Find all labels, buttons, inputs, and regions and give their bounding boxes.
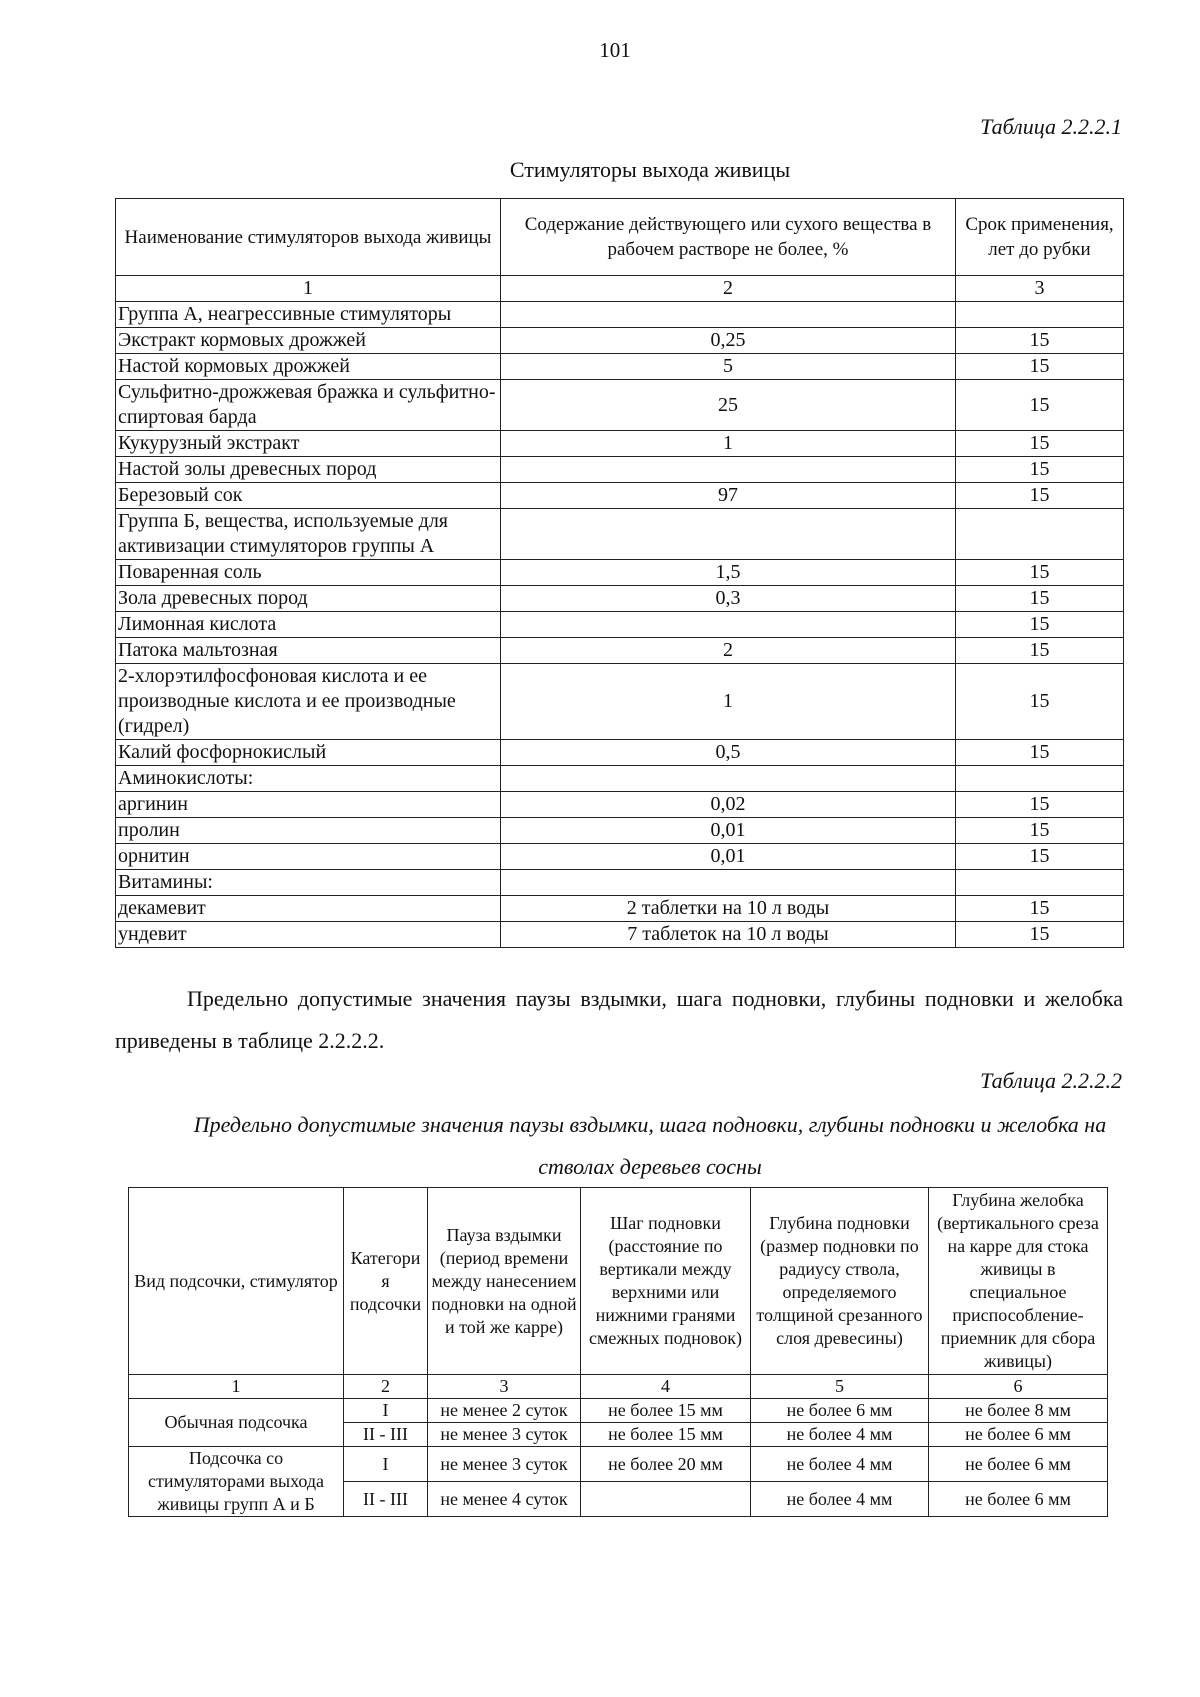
content-cell [501,612,956,638]
stimulator-name-cell: Лимонная кислота [116,612,501,638]
stimulator-name-cell: декамевит [116,896,501,922]
table-row [116,302,1124,328]
table-row [116,766,1124,792]
table2-header-type: Вид подсочки, стимулятор [129,1188,344,1375]
table-row [116,818,1124,844]
table-row [116,896,1124,922]
table-row [116,638,1124,664]
term-cell: 15 [956,380,1124,431]
content-cell: 25 [501,380,956,431]
term-cell: 15 [956,612,1124,638]
step-cell: не более 15 мм [581,1399,751,1423]
stimulators-table [115,198,1124,948]
groove-cell: не более 6 мм [929,1423,1108,1447]
table1-column-numbers [116,276,1124,302]
table-row [116,870,1124,896]
table-row [116,586,1124,612]
table-row [129,1399,1108,1423]
term-cell: 15 [956,818,1124,844]
body-paragraph [115,978,1123,1062]
groove-cell: не более 6 мм [929,1447,1108,1482]
content-cell: 1,5 [501,560,956,586]
term-cell: 15 [956,586,1124,612]
table2-colnum: 1 [129,1375,344,1399]
content-cell: 2 таблетки на 10 л воды [501,896,956,922]
table-row [116,792,1124,818]
table-row [116,431,1124,457]
category-cell: I [344,1399,428,1423]
term-cell: 15 [956,740,1124,766]
table-row [116,509,1124,560]
stimulator-name-cell: Группа Б, вещества, используемые для активизации стимуляторов группы А [116,509,501,560]
content-cell [501,457,956,483]
table-row [116,483,1124,509]
pause-cell: не менее 3 суток [428,1423,581,1447]
stimulator-name-cell: Экстракт кормовых дрожжей [116,328,501,354]
depth-cell: не более 4 мм [751,1423,929,1447]
stimulator-name-cell: пролин [116,818,501,844]
table-row [116,380,1124,431]
stimulator-name-cell: Аминокислоты: [116,766,501,792]
table1-header-term: Срок применения, лет до рубки [956,199,1124,276]
term-cell: 15 [956,560,1124,586]
term-cell: 15 [956,792,1124,818]
stimulator-name-cell: Патока мальтозная [116,638,501,664]
paragraph-text: Предельно допустимые значения паузы вздымки, шага подновки, глубины подновки и желобка приведены в таблице 2.2.2.2. [115,986,1123,1053]
stimulator-name-cell: аргинин [116,792,501,818]
table1-colnum: 3 [956,276,1124,302]
table2-colnum: 2 [344,1375,428,1399]
stimulator-name-cell: Калий фосфорнокислый [116,740,501,766]
term-cell: 15 [956,354,1124,380]
table-row [116,612,1124,638]
table1-header-content: Содержание действующего или сухого вещества в рабочем растворе не более, % [501,199,956,276]
stimulator-name-cell: Группа А, неагрессивные стимуляторы [116,302,501,328]
content-cell: 7 таблеток на 10 л воды [501,922,956,948]
stimulator-name-cell: Сульфитно-дрожжевая бражка и сульфитно-спиртовая барда [116,380,501,431]
table1-title: Стимуляторы выхода живицы [509,157,791,182]
table-row [129,1447,1108,1482]
term-cell: 15 [956,922,1124,948]
stimulator-name-cell: орнитин [116,844,501,870]
stimulator-name-cell: Настой кормовых дрожжей [116,354,501,380]
term-cell: 15 [956,638,1124,664]
tapping-type-cell: Обычная подсочка [129,1399,344,1447]
term-cell: 15 [956,457,1124,483]
stimulator-name-cell: 2-хлорэтилфосфоновая кислота и ее производные кислота и ее производные (гидрел) [116,664,501,740]
table-row [116,457,1124,483]
stimulator-name-cell: Зола древесных пород [116,586,501,612]
content-cell: 0,01 [501,818,956,844]
category-cell: II - III [344,1482,428,1517]
tapping-type-cell: Подсочка со стимуляторами выхода живицы групп А и Б [129,1447,344,1517]
stimulator-name-cell: Кукурузный экстракт [116,431,501,457]
table2-colnum: 6 [929,1375,1108,1399]
step-cell: не более 20 мм [581,1447,751,1482]
term-cell [956,509,1124,560]
pause-cell: не менее 2 суток [428,1399,581,1423]
content-cell: 0,25 [501,328,956,354]
term-cell: 15 [956,483,1124,509]
table1-colnum: 1 [116,276,501,302]
depth-cell: не более 4 мм [751,1447,929,1482]
stimulator-name-cell: Витамины: [116,870,501,896]
table-row [116,328,1124,354]
table-row [116,740,1124,766]
depth-cell: не более 6 мм [751,1399,929,1423]
table2-header-pause: Пауза вздымки (период времени между нанесением подновки на одной и той же карре) [428,1188,581,1375]
content-cell: 0,02 [501,792,956,818]
content-cell: 0,3 [501,586,956,612]
table-row [116,560,1124,586]
pause-cell: не менее 3 суток [428,1447,581,1482]
table1-header-row [116,199,1124,276]
content-cell: 1 [501,431,956,457]
groove-cell: не более 6 мм [929,1482,1108,1517]
term-cell [956,302,1124,328]
depth-cell: не более 4 мм [751,1482,929,1517]
groove-cell: не более 8 мм [929,1399,1108,1423]
category-cell: II - III [344,1423,428,1447]
table2-header-category: Категори я подсочки [344,1188,428,1375]
stimulator-name-cell: Поваренная соль [116,560,501,586]
tapping-limits-table [128,1187,1108,1517]
term-cell: 15 [956,328,1124,354]
stimulator-name-cell: Березовый сок [116,483,501,509]
table2-header-groove: Глубина желобка (вертикального среза на карре для стока живицы в специальное приспособление-приемник для сбора живицы) [929,1188,1108,1375]
table2-label: Таблица 2.2.2.2 [980,1068,1122,1093]
content-cell [501,766,956,792]
table1-header-name: Наименование стимуляторов выхода живицы [116,199,501,276]
table1-colnum: 2 [501,276,956,302]
content-cell: 5 [501,354,956,380]
table2-colnum: 3 [428,1375,581,1399]
content-cell: 0,5 [501,740,956,766]
content-cell: 2 [501,638,956,664]
pause-cell: не менее 4 суток [428,1482,581,1517]
content-cell: 1 [501,664,956,740]
category-cell: I [344,1447,428,1482]
table2-colnum: 5 [751,1375,929,1399]
stimulator-name-cell: Настой золы древесных пород [116,457,501,483]
table1-body [116,302,1124,948]
content-cell: 97 [501,483,956,509]
table-row [116,844,1124,870]
table2-colnum: 4 [581,1375,751,1399]
content-cell [501,870,956,896]
table-row [116,354,1124,380]
term-cell: 15 [956,431,1124,457]
page-number: 101 [599,38,631,62]
content-cell: 0,01 [501,844,956,870]
table1-label: Таблица 2.2.2.1 [980,114,1122,139]
table2-column-numbers [129,1375,1108,1399]
table-row [116,922,1124,948]
table2-header-row [129,1188,1108,1375]
term-cell: 15 [956,896,1124,922]
term-cell [956,766,1124,792]
table2-title: Предельно допустимые значения паузы вздымки, шага подновки, глубины подновки и желобка на стволах деревьев сосны [193,1112,1107,1179]
term-cell [956,870,1124,896]
content-cell [501,509,956,560]
term-cell: 15 [956,664,1124,740]
content-cell [501,302,956,328]
table2-header-depth: Глубина подновки (размер подновки по радиусу ствола, определяемого толщиной срезанного слоя древесины) [751,1188,929,1375]
step-cell [581,1482,751,1517]
term-cell: 15 [956,844,1124,870]
stimulator-name-cell: ундевит [116,922,501,948]
table-row [116,664,1124,740]
table2-body [129,1399,1108,1517]
table2-header-step: Шаг подновки (расстояние по вертикали между верхними или нижними гранями смежных подновок) [581,1188,751,1375]
step-cell: не более 15 мм [581,1423,751,1447]
